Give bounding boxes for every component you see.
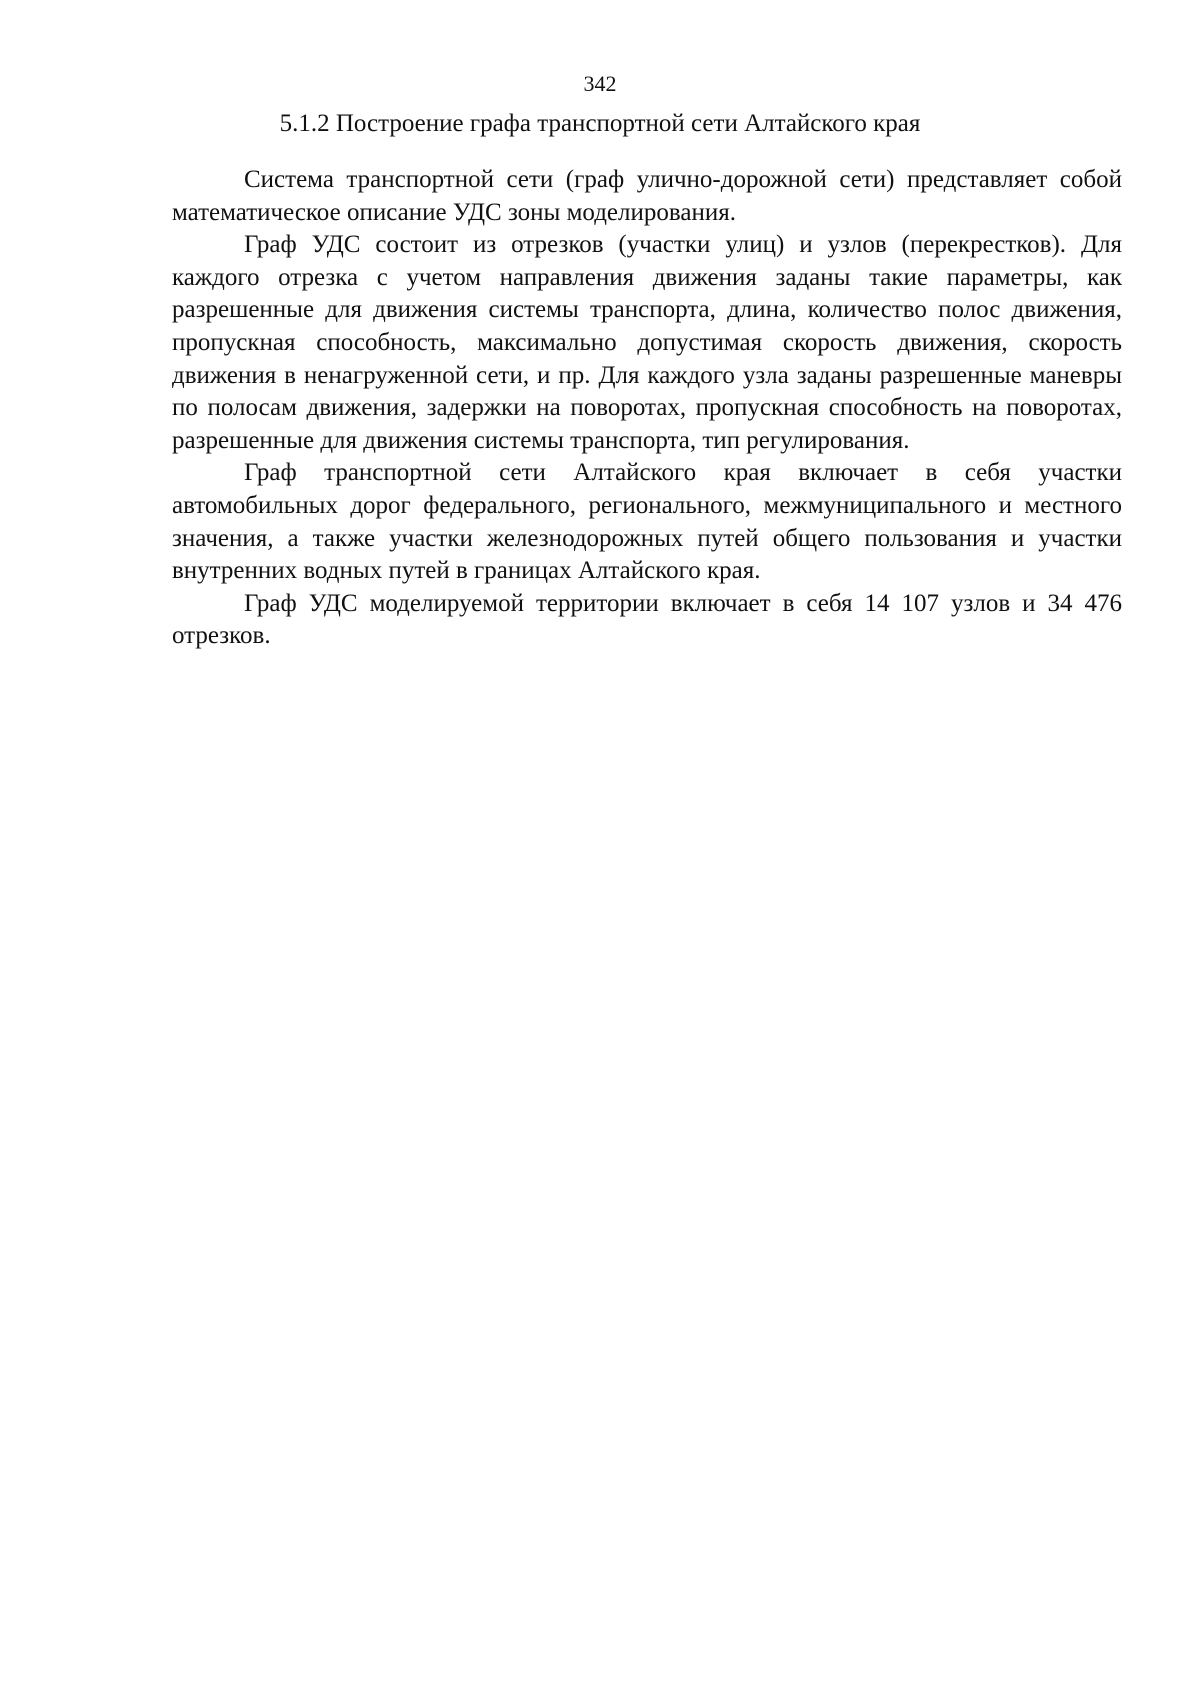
section-title: 5.1.2 Построение графа транспортной сети Алтайского края	[279, 110, 921, 137]
paragraph-2: Граф УДС состоит из отрезков (участки улиц) и узлов (перекрестков). Для каждого отрезка с учетом направления движения заданы такие параметры, как разрешенные для движения системы транспорта, длина, количество полос движения, пропускная способность, максимально допустимая скорость движения, скорость движения в ненагруженной сети, и пр. Для каждого узла заданы разрешенные маневры по полосам движения, задержки на поворотах, пропускная способность на поворотах, разрешенные для движения системы транспорта, тип регулирования.	[172, 231, 1122, 454]
paragraph-3: Граф транспортной сети Алтайского края включает в себя участки автомобильных дорог федерального, регионального, межмуниципального и местного значения, а также участки железнодорожных путей общего пользования и участки внутренних водных путей в границах Алтайского края.	[172, 459, 1122, 585]
page-number: 342	[583, 71, 617, 96]
paragraph-4: Граф УДС моделируемой территории включает в себя 14 107 узлов и 34 476 отрезков.	[172, 589, 1122, 650]
body-text	[172, 164, 1122, 653]
paragraph-1: Система транспортной сети (граф улично-дорожной сети) представляет собой математическое описание УДС зоны моделирования.	[172, 166, 1122, 226]
